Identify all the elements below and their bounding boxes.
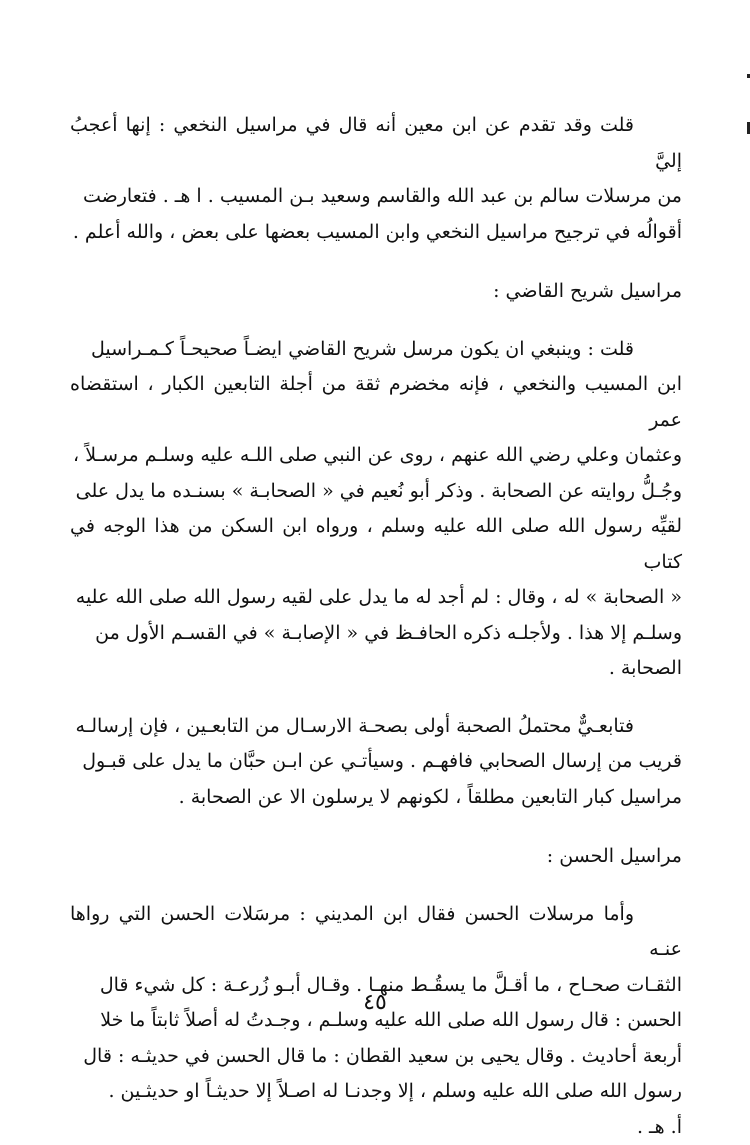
text-line: من مرسلات سالم بن عبد الله والقاسم وسعيد بـن المسيب . ا هـ . فتعارضت [70, 179, 682, 215]
section-heading: مراسيل شريح القاضي : [70, 274, 682, 310]
page-number: ٤٥ [0, 990, 750, 1015]
text-line: أربعة أحاديث . وقال يحيى بن سعيد القطان : ما قال الحسن في حديثـه : قال [70, 1039, 682, 1075]
text-line: قلت وقد تقدم عن ابن معين أنه قال في مراسيل النخعي : إنها أعجبُ إليَّ [70, 108, 682, 179]
text-line: الصحابة . [70, 651, 682, 687]
text-line: فتابعـيٌّ محتملُ الصحبة أولى بصحـة الارسـال من التابعـين ، فإن إرسالـه [70, 709, 682, 745]
paragraph [70, 108, 682, 250]
paragraph [70, 897, 682, 1145]
text-line: الحسن : قال رسول الله صلى الله عليه وسلـم ، وجـدتُ له أصلاً ثابتاً ما خلا [70, 1003, 682, 1039]
text-line: وسلـم إلا هذا . ولأجلـه ذكره الحافـظ في « الإصابـة » في القسـم الأول من [70, 616, 682, 652]
text-line: أقوالُه في ترجيح مراسيل النخعي وابن المسيب بعضها على بعض ، والله أعلم . [70, 215, 682, 251]
paragraph [70, 709, 682, 816]
text-line: وعثمان وعلي رضي الله عنهم ، روى عن النبي صلى اللـه عليه وسلـم مرسـلاً ، [70, 438, 682, 474]
text-line: ابن المسيب والنخعي ، فإنه مخضرم ثقة من أجلة التابعين الكبار ، استقضاه عمر [70, 367, 682, 438]
text-line: الثقـات صحـاح ، ما أقـلَّ ما يسقُـط منهـا . وقـال أبـو زُرعـة : كل شيء قال [70, 968, 682, 1004]
text-line: مراسيل كبار التابعين مطلقاً ، لكونهم لا يرسلون الا عن الصحابة . [70, 780, 682, 816]
text-line: أ. هـ . [70, 1110, 682, 1145]
text-line: رسول الله صلى الله عليه وسلم ، إلا وجدنـا له اصـلاً إلا حديثـاً او حديثـين . [70, 1074, 682, 1110]
paragraph [70, 332, 682, 687]
text-line: لقيِّه رسول الله صلى الله عليه وسلم ، ورواه ابن السكن من هذا الوجه في كتاب [70, 509, 682, 580]
text-line: وأما مرسلات الحسن فقال ابن المديني : مرسَلات الحسن التي رواها عنـه [70, 897, 682, 968]
text-line: قريب من إرسال الصحابي فافهـم . وسيأتـي عن ابـن حبَّان ما يدل على قبـول [70, 744, 682, 780]
text-line: وجُـلُّ روايته عن الصحابة . وذكر أبو نُعيم في « الصحابـة » بسنـده ما يدل على [70, 474, 682, 510]
text-line: قلت : وينبغي ان يكون مرسل شريح القاضي ايضـاً صحيحـاً كـمـراسيل [70, 332, 682, 368]
section-heading: مراسيل الحسن : [70, 839, 682, 875]
text-line: « الصحابة » له ، وقال : لم أجد له ما يدل على لقيه رسول الله صلى الله عليه [70, 580, 682, 616]
